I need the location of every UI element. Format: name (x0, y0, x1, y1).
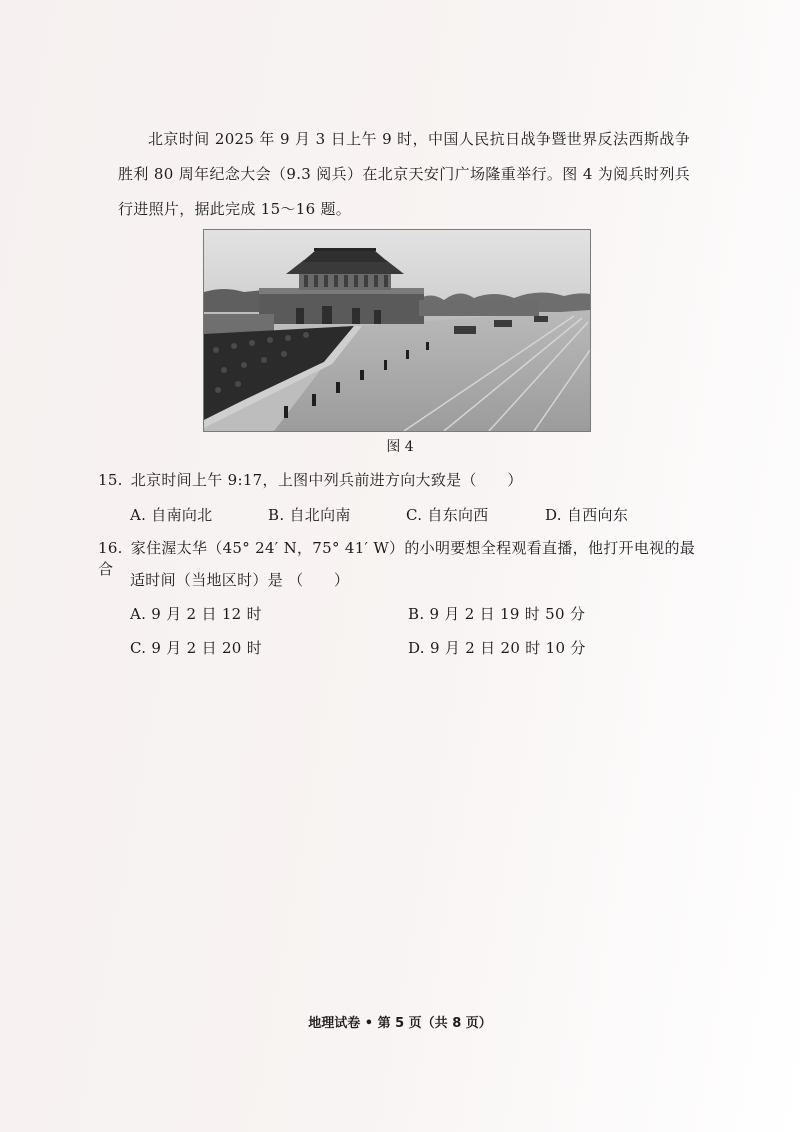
q15-option-d (545, 504, 628, 525)
option-text: 9 月 2 日 20 时 (151, 639, 263, 657)
option-letter: D. (545, 506, 562, 524)
option-letter: A. (130, 506, 147, 524)
option-text: 自西向东 (566, 506, 629, 524)
question-16-text-line1: 家住渥太华（45° 24′ N，75° 41′ W）的小明要想全程观看直播，他打开电视的最合 (98, 539, 696, 578)
question-16-number: 16. (98, 539, 123, 557)
option-letter: B. (268, 506, 285, 524)
q15-option-c (406, 504, 489, 525)
q16-option-b (408, 603, 585, 624)
question-16-text-line2: 适时间（当地区时）是 （ ） (130, 571, 350, 589)
option-letter: D. (408, 639, 425, 657)
figure-caption: 图 4 (386, 439, 414, 455)
q16-option-a (130, 603, 262, 624)
question-15-number: 15. (98, 471, 123, 489)
option-text: 自北向南 (289, 506, 351, 524)
option-letter: C. (130, 639, 147, 657)
q15-option-b (268, 504, 351, 525)
option-text: 9 月 2 日 19 时 50 分 (429, 605, 586, 623)
option-letter: B. (408, 605, 425, 623)
intro-paragraph: 北京时间 2025 年 9 月 3 日上午 9 时，中国人民抗日战争暨世界反法西斯战争胜利 80 周年纪念大会（9.3 阅兵）在北京天安门广场隆重举行。图 4 为阅兵时列兵行进照片，据此完成 15～16 题。 (118, 130, 690, 218)
parade-photo-illustration (204, 230, 590, 431)
option-text: 自东向西 (427, 506, 489, 524)
q16-option-c (130, 637, 262, 658)
question-16-line2 (130, 569, 349, 590)
question-15 (98, 469, 523, 490)
q16-option-d (408, 637, 586, 658)
question-15-text: 北京时间上午 9:17，上图中列兵前进方向大致是（ ） (130, 471, 523, 489)
option-letter: C. (406, 506, 423, 524)
parade-photo (203, 229, 591, 432)
option-text: 自南向北 (151, 506, 213, 524)
q15-option-a (130, 504, 212, 525)
option-text: 9 月 2 日 12 时 (151, 605, 262, 623)
option-letter: A. (130, 605, 147, 623)
page-footer: 地理试卷 • 第 5 页（共 8 页） (308, 1016, 492, 1031)
option-text: 9 月 2 日 20 时 10 分 (429, 639, 586, 657)
